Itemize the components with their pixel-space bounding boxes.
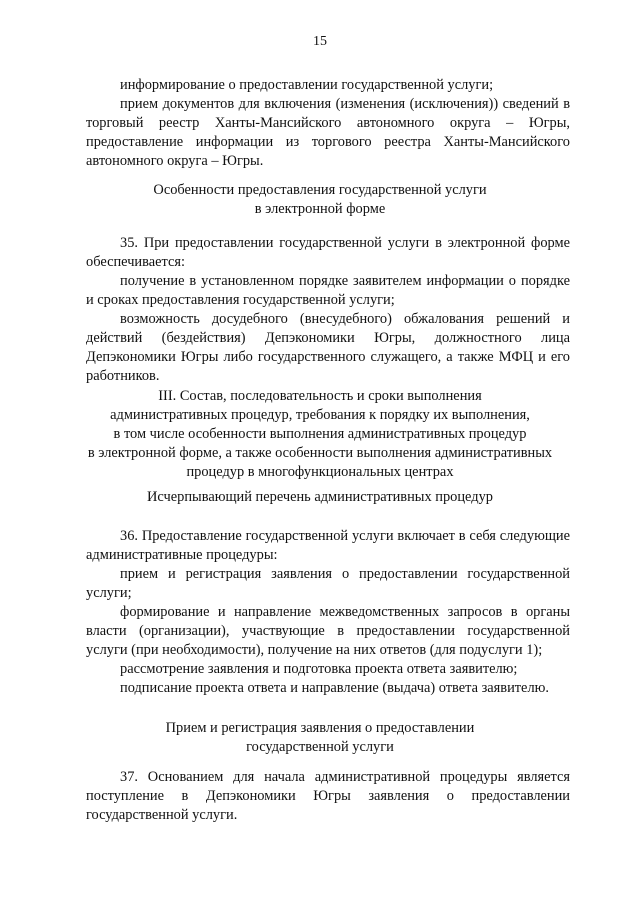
item-37-paragraphs bbox=[86, 768, 570, 825]
paragraph: 36. Предоставление государственной услуги включает в себя следующие административные процедуры: bbox=[86, 528, 570, 563]
paragraph: информирование о предоставлении государственной услуги; bbox=[120, 77, 494, 93]
paragraph: подписание проекта ответа и направление (выдача) ответа заявителю. bbox=[120, 680, 549, 696]
item-36-paragraphs bbox=[86, 527, 570, 698]
heading-line: III. Состав, последовательность и сроки выполнения bbox=[158, 388, 482, 404]
heading-line: в электронной форме, а также особенности выполнения административных bbox=[87, 445, 553, 461]
paragraph: прием документов для включения (изменения (исключения)) сведений в торговый реестр Ханты-Мансийского автономного округа – Югры, предоставление информации из торгового реестра Ханты-Мансийского автономного округа – Югры. bbox=[86, 96, 570, 169]
paragraph: 35. При предоставлении государственной услуги в электронной форме обеспечивается: bbox=[86, 235, 570, 270]
paragraph: возможность досудебного (внесудебного) обжалования решений и действий (бездействия) Депэкономики Югры, должностного лица Депэкономики Югры либо государственного служащего, а также МФЦ и его работников. bbox=[86, 311, 570, 384]
page-number: 15 bbox=[313, 34, 327, 49]
item-35-paragraphs bbox=[86, 234, 570, 386]
heading-line: Исчерпывающий перечень административных процедур bbox=[147, 489, 493, 505]
paragraph: рассмотрение заявления и подготовка проекта ответа заявителю; bbox=[120, 661, 518, 677]
heading-line: административных процедур, требования к порядку их выполнения, bbox=[110, 407, 530, 423]
heading-line: государственной услуги bbox=[246, 739, 394, 755]
subsection-heading bbox=[70, 488, 570, 507]
heading-line: в электронной форме bbox=[254, 201, 386, 217]
heading-line: Особенности предоставления государственной услуги bbox=[153, 182, 487, 198]
subsection-heading bbox=[70, 719, 570, 757]
intro-paragraphs bbox=[86, 76, 570, 171]
heading-line: в том числе особенности выполнения административных процедур bbox=[113, 426, 527, 442]
paragraph: получение в установленном порядке заявителем информации о порядке и сроках предоставления государственной услуги; bbox=[86, 273, 570, 308]
heading-line: Прием и регистрация заявления о предоставлении bbox=[165, 720, 475, 736]
paragraph: прием и регистрация заявления о предоставлении государственной услуги; bbox=[86, 566, 570, 601]
heading-line: процедур в многофункциональных центрах bbox=[186, 464, 454, 480]
subsection-heading bbox=[70, 181, 570, 219]
paragraph: формирование и направление межведомственных запросов в органы власти (организации), участвующие в предоставлении государственной услуги (при необходимости), получение на них ответов (для подуслуги 1); bbox=[86, 604, 570, 658]
paragraph: 37. Основанием для начала административной процедуры является поступление в Депэкономики Югры заявления о предоставлении государственной услуги. bbox=[86, 769, 570, 823]
section-heading bbox=[70, 387, 570, 482]
